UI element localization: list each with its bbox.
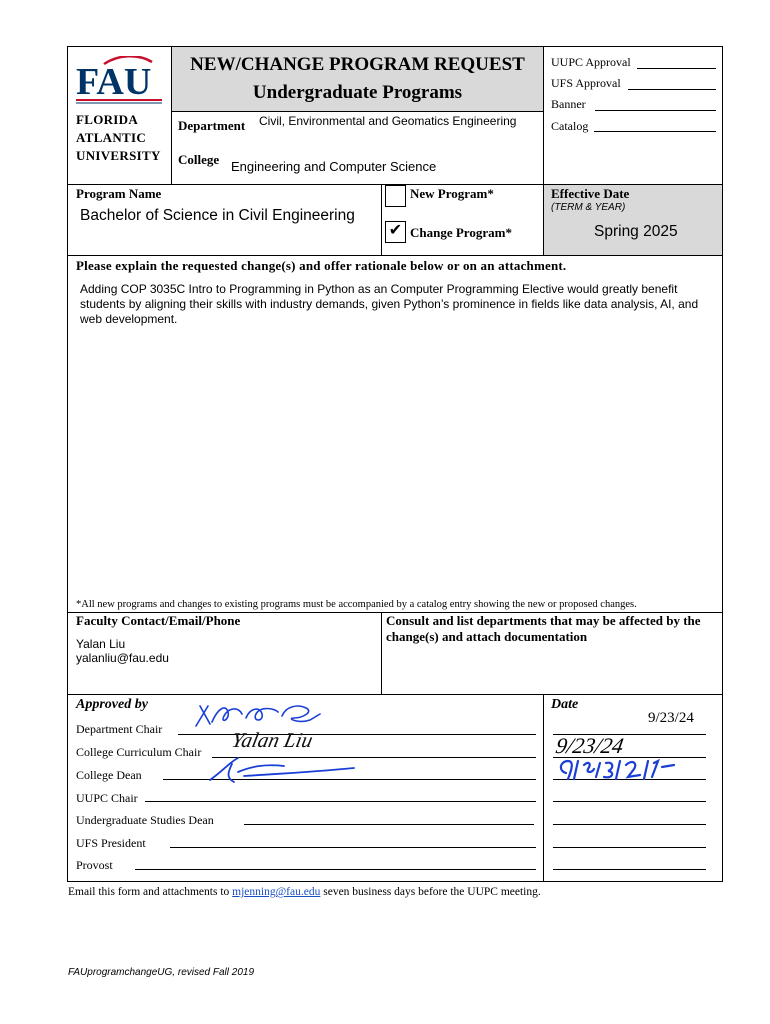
submission-instructions	[68, 886, 541, 898]
divider	[381, 612, 382, 694]
college-dean-signature	[204, 752, 364, 786]
date-line-provost[interactable]	[553, 869, 706, 870]
date-line-ufs-president[interactable]	[553, 847, 706, 848]
effective-date-label: Effective Date	[551, 186, 630, 201]
faculty-contact-label: Faculty Contact/Email/Phone	[76, 613, 241, 628]
divider	[543, 694, 544, 881]
check-mark-icon: ✔	[388, 222, 403, 239]
fau-logo	[74, 56, 164, 106]
signature-line-uupc-chair[interactable]	[145, 801, 536, 802]
department-chair-signature	[190, 698, 330, 732]
college-curriculum-chair-signature: Yalan Liu	[229, 728, 316, 752]
university-line: UNIVERSITY	[76, 148, 161, 163]
rationale-prompt: Please explain the requested change(s) and offer rationale below or on an attachment.	[76, 258, 567, 273]
divider	[68, 255, 722, 256]
university-name	[76, 111, 161, 165]
form-subtitle: Undergraduate Programs	[252, 82, 463, 103]
banner-field[interactable]	[595, 110, 716, 111]
program-name-value[interactable]: Bachelor of Science in Civil Engineering	[80, 207, 355, 224]
approval-role-undergraduate-studies-dean: Undergraduate Studies Dean	[76, 813, 214, 827]
effective-date-value[interactable]: Spring 2025	[594, 223, 678, 240]
divider	[543, 47, 544, 255]
catalog-field[interactable]	[594, 131, 716, 132]
college-label: College	[178, 152, 220, 167]
date-label: Date	[551, 697, 579, 712]
college-value[interactable]: Engineering and Computer Science	[231, 159, 437, 174]
approval-role-ufs-president: UFS President	[76, 836, 146, 850]
approval-role-provost: Provost	[76, 858, 113, 872]
submission-email-link[interactable]: mjenning@fau.edu	[232, 886, 321, 898]
svg-text:FAU: FAU	[76, 61, 152, 103]
signature-line-undergraduate-studies-dean[interactable]	[244, 824, 534, 825]
approval-date-college-curriculum-chair[interactable]: 9/23/24	[553, 733, 626, 758]
university-line: FLORIDA	[76, 112, 139, 127]
consult-departments-label: Consult and list departments that may be affected by the change(s) and attach documentation	[386, 613, 701, 644]
ufs-approval-field[interactable]	[628, 89, 716, 90]
university-line: ATLANTIC	[76, 130, 147, 145]
fau-logo-graphic	[74, 56, 164, 106]
divider	[68, 694, 722, 695]
instructions-suffix: seven business days before the UUPC meeting.	[323, 886, 541, 898]
uupc-approval-field[interactable]	[637, 68, 716, 69]
divider	[381, 184, 382, 255]
approval-date-department-chair[interactable]: 9/23/24	[648, 710, 694, 726]
approval-role-college-dean: College Dean	[76, 768, 142, 782]
effective-date-hint: (TERM & YEAR)	[551, 202, 626, 213]
faculty-contact-email[interactable]: yalanliu@fau.edu	[76, 651, 169, 665]
faculty-contact-name[interactable]: Yalan Liu	[76, 637, 126, 651]
date-line-undergraduate-studies-dean[interactable]	[553, 824, 706, 825]
form-title: NEW/CHANGE PROGRAM REQUEST	[190, 54, 525, 75]
approval-role-uupc-chair: UUPC Chair	[76, 791, 138, 805]
rationale-footnote: *All new programs and changes to existing programs must be accompanied by a catalog entry showing the new or proposed changes.	[76, 599, 637, 610]
new-program-checkbox[interactable]	[385, 185, 406, 207]
signature-line-provost[interactable]	[135, 869, 536, 870]
uupc-approval-label: UUPC Approval	[551, 55, 631, 69]
change-program-label: Change Program*	[410, 225, 512, 240]
new-program-label: New Program*	[410, 186, 494, 201]
rationale-text[interactable]: Adding COP 3035C Intro to Programming in Python as an Computer Programming Elective would greatly benefit students by aligning their skills with industry demands, given Python’s prominence in fields like data analysis, AI, and web development.	[80, 282, 699, 326]
approval-role-college-curriculum-chair: College Curriculum Chair	[76, 745, 202, 759]
college-dean-date-signature	[556, 755, 686, 783]
catalog-label: Catalog	[551, 119, 589, 133]
ufs-approval-label: UFS Approval	[551, 76, 621, 90]
divider	[172, 111, 543, 112]
signature-line-ufs-president[interactable]	[170, 847, 536, 848]
change-program-checkbox[interactable]	[385, 221, 406, 243]
form-identifier: FAUprogramchangeUG, revised Fall 2019	[68, 967, 255, 978]
signature-line-department-chair[interactable]	[178, 734, 536, 735]
approved-by-label: Approved by	[76, 697, 148, 712]
date-line-uupc-chair[interactable]	[553, 801, 706, 802]
banner-label: Banner	[551, 97, 586, 111]
instructions-prefix: Email this form and attachments to	[68, 886, 230, 898]
approval-role-department-chair: Department Chair	[76, 722, 163, 736]
department-value[interactable]: Civil, Environmental and Geomatics Engineering	[259, 114, 517, 128]
department-label: Department	[178, 118, 246, 133]
program-name-label: Program Name	[76, 186, 162, 201]
